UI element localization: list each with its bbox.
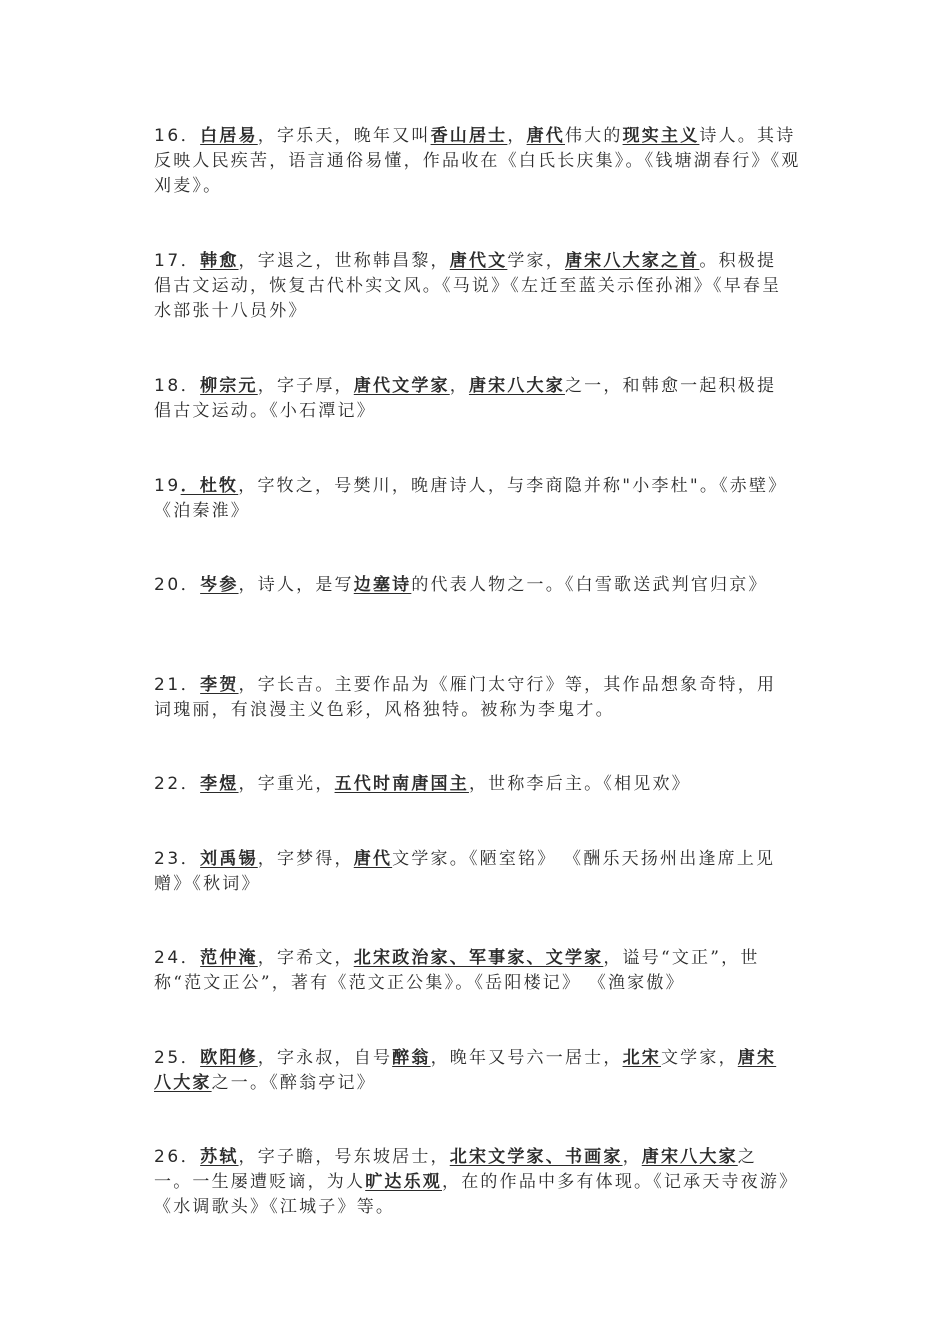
highlighted-term: 香山居士 (430, 126, 508, 146)
entry-number: 20． (154, 575, 201, 595)
entry-number: 24． (154, 948, 201, 968)
entry-22 (154, 772, 794, 797)
entry-text: 的代表人物之一。《白雪歌送武判官归京》 (411, 575, 768, 595)
entry-16 (154, 124, 804, 199)
entry-text: ，字退之，世称韩昌黎， (238, 251, 450, 271)
highlighted-term: 李煜 (200, 774, 239, 794)
highlighted-term: 柳宗元 (200, 376, 258, 396)
entry-number: 19 (154, 476, 181, 496)
entry-text: ，字重光， (238, 774, 335, 794)
entry-text: ，字长吉。主要作品为《雁门太守行》等，其作品想象奇特，用词瑰丽，有浪漫主义色彩，风格独特。被称为李鬼才。 (154, 675, 777, 720)
entry-number: 18． (154, 376, 201, 396)
highlighted-term: 唐代 (526, 126, 565, 146)
highlighted-term: 北宋 (622, 1048, 661, 1068)
highlighted-term: 现实主义 (622, 126, 700, 146)
entry-21 (154, 673, 794, 723)
entry-text: 之一。一生屡遭贬谪，为人 (154, 1147, 757, 1192)
entry-text: ，字子瞻，号东坡居士， (238, 1147, 450, 1167)
highlighted-term: ．杜牧 (180, 476, 239, 496)
entry-number: 23． (154, 849, 201, 869)
entry-number: 25． (154, 1048, 201, 1068)
entry-text: ，诗人，是写 (238, 575, 354, 595)
entry-text: 文学家。《陋室铭》 《酬乐天扬州出逢席上见赠》《秋词》 (154, 849, 776, 894)
entry-26 (154, 1145, 794, 1220)
entry-text: ， (622, 1147, 642, 1167)
highlighted-term: 岑参 (200, 575, 239, 595)
highlighted-term: 苏轼 (200, 1147, 239, 1167)
highlighted-term: 唐宋八大家 (641, 1147, 738, 1167)
highlighted-term: 韩愈 (200, 251, 239, 271)
entry-text: ，字乐天，晚年又叫 (257, 126, 431, 146)
entry-number: 17． (154, 251, 201, 271)
entry-19 (154, 474, 804, 524)
highlighted-term: 白居易 (200, 126, 258, 146)
entry-text: ， (507, 126, 527, 146)
highlighted-term: 唐宋八大家 (468, 376, 565, 396)
highlighted-term: 北宋文学家、书画家 (449, 1147, 623, 1167)
entry-25 (154, 1046, 784, 1096)
entry-text: 文学家， (660, 1048, 738, 1068)
entry-text: 之一。《醉翁亭记》 (211, 1073, 376, 1093)
entry-text: 。积极提倡古文运动，恢复古代朴实文风。《马说》《左迁至蓝关示侄孙湘》《早春呈水部张十八员外》 (154, 251, 782, 321)
entry-text: 学家， (507, 251, 565, 271)
highlighted-term: 欧阳修 (200, 1048, 258, 1068)
highlighted-term: 李贺 (200, 675, 239, 695)
highlighted-term: 五代时南唐国主 (334, 774, 469, 794)
entry-18 (154, 374, 784, 424)
entry-number: 16． (154, 126, 201, 146)
entry-number: 26． (154, 1147, 201, 1167)
entry-text: ，世称李后主。《相见欢》 (468, 774, 691, 794)
entry-17 (154, 249, 784, 324)
entry-text: ，谥号“文正”，世称“范文正公”，著有《范文正公集》。《岳阳楼记》 《渔家傲》 (154, 948, 760, 993)
highlighted-term: 唐宋八大家 (154, 1048, 777, 1093)
entry-text: ，字子厚， (257, 376, 354, 396)
entry-text: ， (449, 376, 469, 396)
entry-text: ，字梦得， (257, 849, 354, 869)
highlighted-term: 唐代 (353, 849, 393, 869)
entry-number: 21． (154, 675, 201, 695)
entry-text: ，字牧之，号樊川，晚唐诗人，与李商隐并称"小李杜"。《赤壁》《泊秦淮》 (154, 476, 788, 521)
entry-24 (154, 946, 794, 996)
highlighted-term: 刘禹锡 (200, 849, 258, 869)
highlighted-term: 北宋政治家、军事家、文学家 (353, 948, 604, 968)
highlighted-term: 醉翁 (392, 1048, 431, 1068)
entry-20 (154, 573, 784, 598)
highlighted-term: 唐宋八大家之首 (564, 251, 700, 271)
entry-23 (154, 847, 794, 897)
entry-text: ，晚年又号六一居士， (430, 1048, 623, 1068)
highlighted-term: 范仲淹 (200, 948, 258, 968)
entry-text: ，字希文， (257, 948, 354, 968)
entry-text: 之一，和韩愈一起积极提倡古文运动。《小石潭记》 (154, 376, 777, 421)
entry-text: ，字永叔，自号 (257, 1048, 393, 1068)
highlighted-term: 唐代文学家 (353, 376, 450, 396)
entry-number: 22． (154, 774, 201, 794)
highlighted-term: 旷达乐观 (365, 1172, 443, 1192)
entry-text: 伟大的 (564, 126, 623, 146)
highlighted-term: 边塞诗 (353, 575, 412, 595)
entry-text: ，在的作品中多有体现。《记承天寺夜游》《水调歌头》《江城子》等。 (154, 1172, 790, 1217)
highlighted-term: 唐代文 (449, 251, 508, 271)
entry-text: 诗人。其诗反映人民疾苦，语言通俗易懂，作品收在《白氏长庆集》。《钱塘湖春行》《观刈麦》。 (154, 126, 801, 196)
